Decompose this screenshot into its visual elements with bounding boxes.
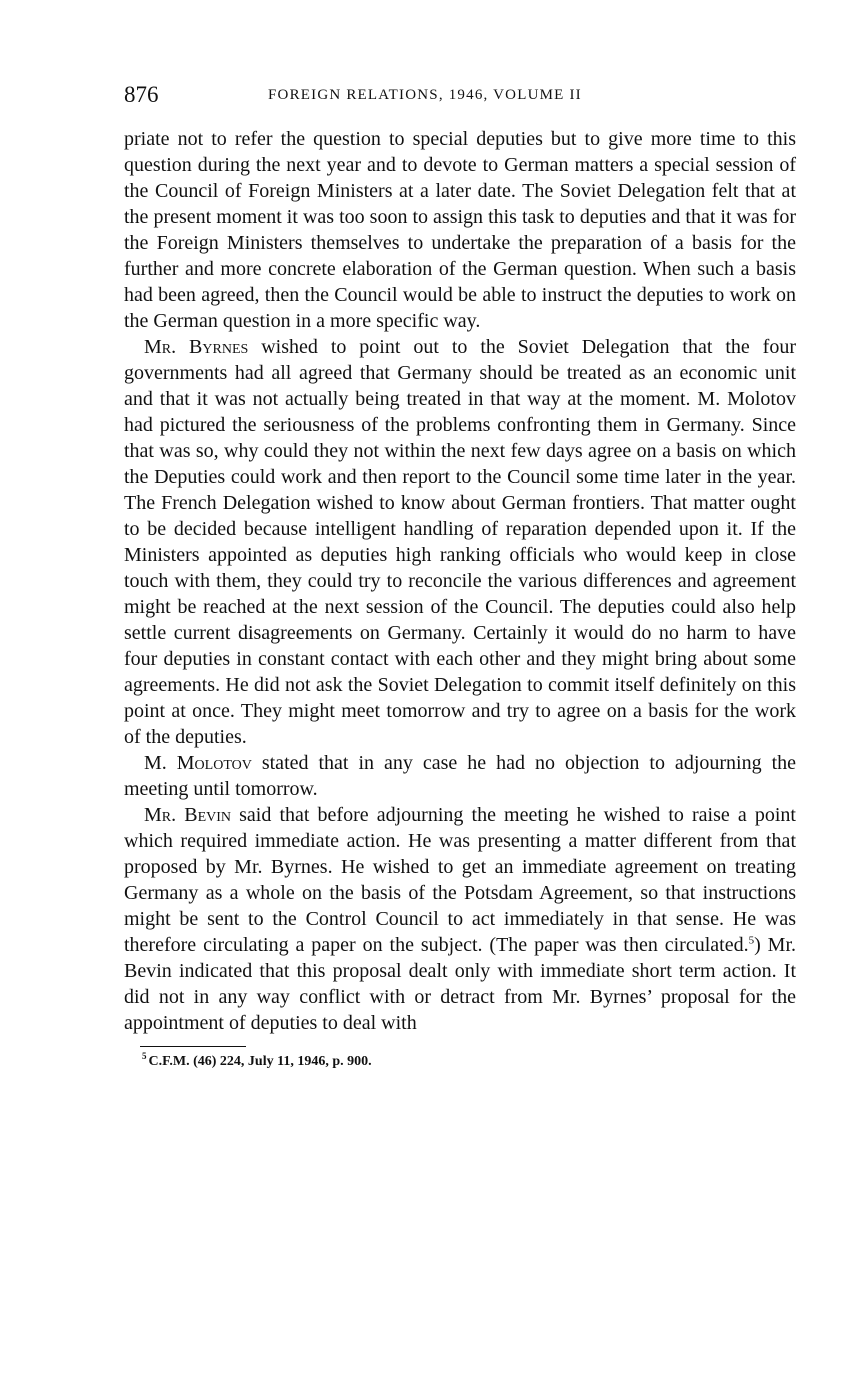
paragraph-continuation [124,126,796,334]
document-page [124,82,796,1071]
paragraph-text: wished to point out to the Soviet Delegation that the four governments had all agreed that Germany should be treated as an economic unit and that it was not actually being treated in that way at the moment. M. Molotov had pictured the seriousness of the problems confronting them in Germany. Since that was so, why could they not within the next few days agree on a basis on which the Deputies could work and then report to the Council some time later in the year. The French Delegation wished to know about German frontiers. That matter ought to be decided because intelligent handling of reparation depended upon it. If the Ministers appointed as deputies high ranking officials who would keep in close touch with them, they could try to reconcile the various differences and agreement might be reached at the next session of the Council. The deputies could also help settle current disagreements on Germany. Certainly it would do no harm to have four deputies in constant contact with each other and they might bring about some agreements. He did not ask the Soviet Delegation to commit itself definitely on this point at once. They might meet tomorrow and try to agree on a basis for the work of the deputies. [124,336,797,748]
paragraph-bevin [124,802,796,1036]
paragraph-text: ) Mr. Bevin indicated that this proposal dealt only with immediate short term action. It did not in any way conflict with or detract from Mr. Byrnes’ proposal for the appointment of deputies to deal with [124,934,797,1034]
speaker-name: Mr. Byrnes [144,336,249,358]
footnote-mark: 5 [142,1051,147,1062]
footnote [142,1053,796,1071]
paragraph-molotov [124,750,796,802]
footnote-text: C.F.M. (46) 224, July 11, 1946, p. 900. [148,1054,372,1069]
paragraph-text: priate not to refer the question to special deputies but to give more time to this question during the next year and to devote to German matters a special session of the Council of Foreign Ministers at a later date. The Soviet Delegation felt that at the present moment it was too soon to assign this task to deputies and that it was for the Foreign Ministers themselves to undertake the preparation of a basis for the further and more concrete elaboration of the German question. When such a basis had been agreed, then the Council would be able to instruct the deputies to work on the German question in a more specific way. [124,128,796,332]
speaker-name: Mr. Bevin [144,804,232,826]
footnote-divider [140,1046,246,1047]
footnote-reference[interactable]: 5 [748,934,755,947]
paragraph-byrnes [124,334,796,750]
page-header [124,82,796,112]
speaker-name: M. Molotov [144,752,252,774]
page-number: 876 [124,82,159,107]
paragraph-text: said that before adjourning the meeting he wished to raise a point which required immediate action. He was presenting a matter different from that proposed by Mr. Byrnes. He wished to get an immediate agreement on treating Germany as a whole on the basis of the Potsdam Agreement, so that instructions might be sent to the Control Council to act immediately in that sense. He was therefore circulating a paper on the subject. (The paper was then circulated. [124,804,796,956]
paragraph-text: stated that in any case he had no objection to adjourning the meeting until tomorrow. [124,752,797,800]
running-head: FOREIGN RELATIONS, 1946, VOLUME II [268,87,582,103]
